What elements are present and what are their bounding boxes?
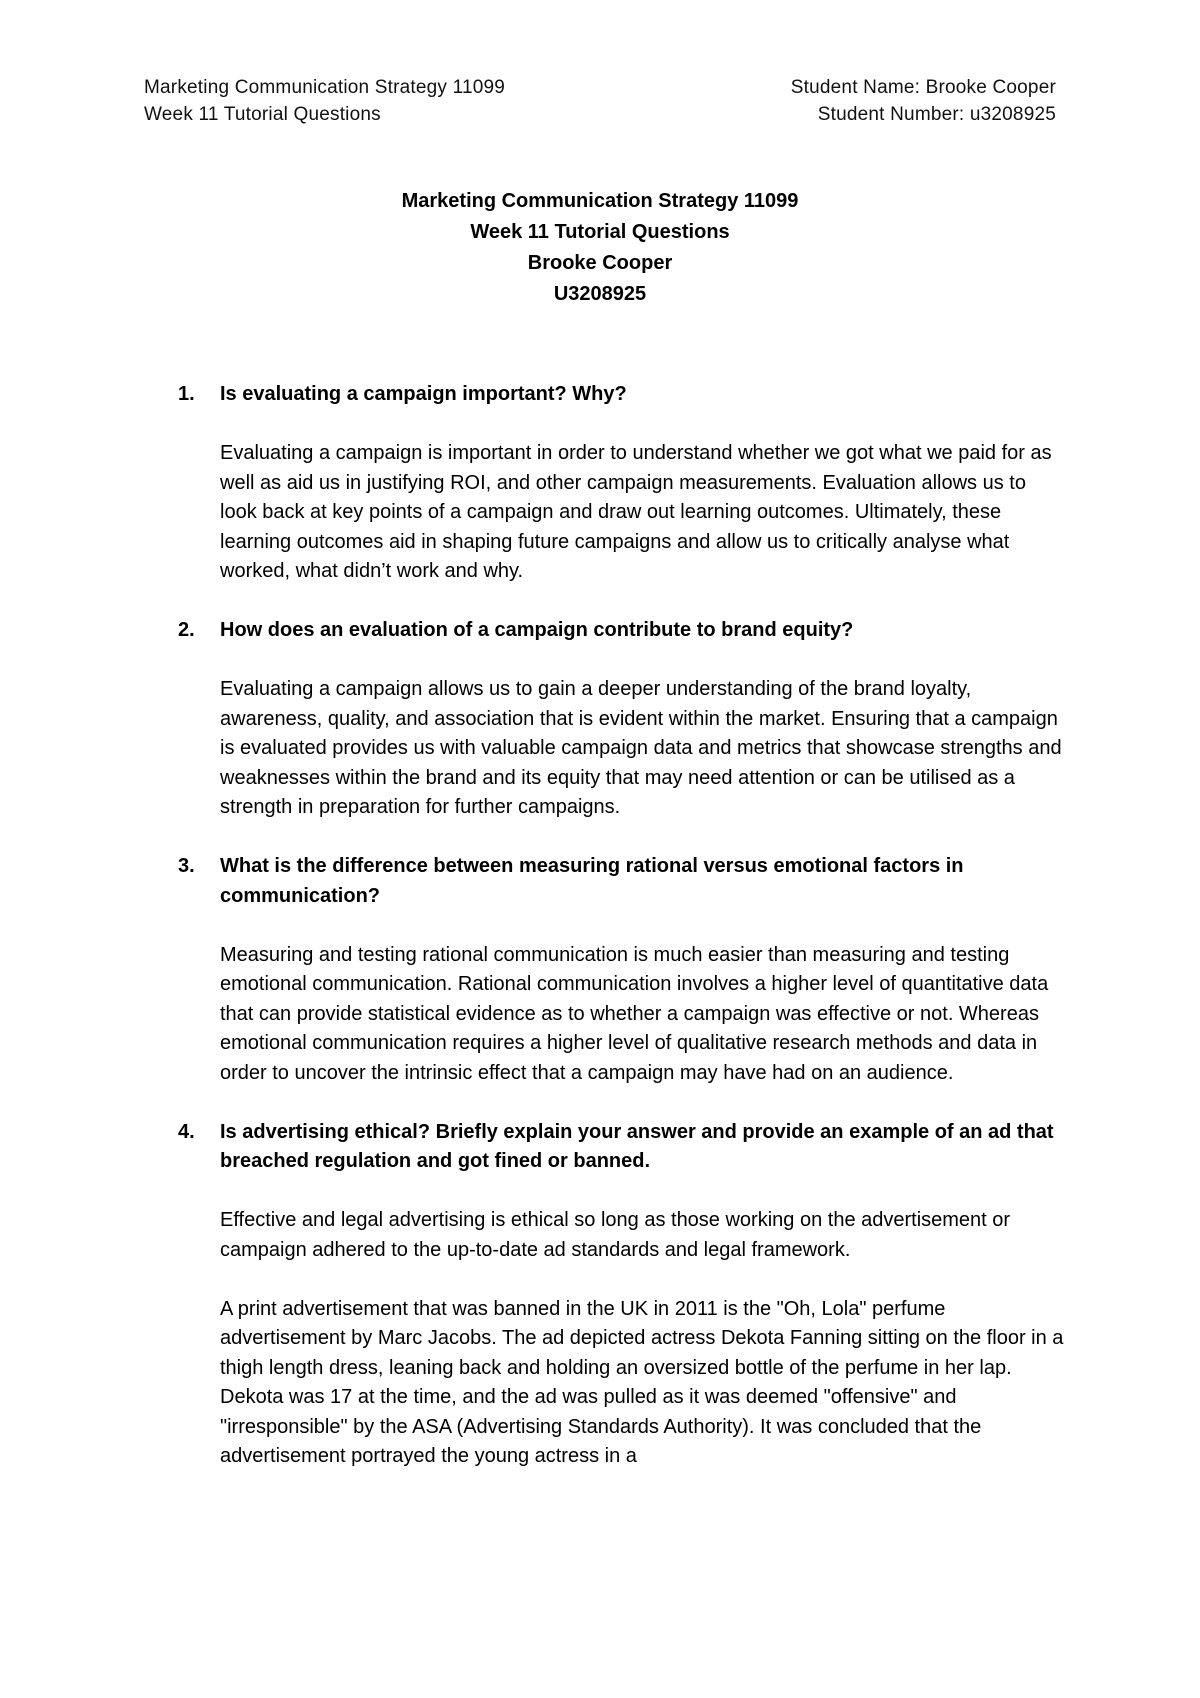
header-student-number: Student Number: u3208925 (817, 104, 1056, 125)
header-course: Marketing Communication Strategy 11099 (144, 77, 506, 98)
title-block (0, 186, 1200, 310)
title-name: Brooke Cooper (527, 252, 673, 274)
title-week: Week 11 Tutorial Questions (470, 221, 730, 243)
question-text: Is advertising ethical? Briefly explain your answer and provide an example of an ad that breached regulation and got fined or banned. (220, 1120, 1054, 1172)
answer-paragraph: Measuring and testing rational communication is much easier than measuring and testing emotional communication. Rational communication involves a higher level of quantitative data that can provide statistical evidence as to whether a campaign was effective or not. Whereas emotional communication requires a higher level of qualitative research methods and data in order to uncover the intrinsic effect that a campaign may have had on an audience. (220, 943, 1049, 1084)
question-item (178, 852, 1068, 1088)
header-week: Week 11 Tutorial Questions (144, 104, 381, 125)
answer-paragraph: Evaluating a campaign is important in order to understand whether we got what we paid for as well as aid us in justifying ROI, and other campaign measurements. Evaluation allows us to look back at key points of a campaign and draw out learning outcomes. Ultimately, these learning outcomes aid in shaping future campaigns and allow us to critically analyse what worked, what didn’t work and why. (220, 442, 1052, 582)
title-id: U3208925 (553, 283, 647, 305)
question-text: How does an evaluation of a campaign contribute to brand equity? (220, 619, 854, 641)
header-left (144, 74, 505, 128)
question-text: What is the difference between measuring rational versus emotional factors in communication? (220, 855, 964, 907)
question-number: 4. (178, 1120, 195, 1143)
question-number: 3. (178, 855, 195, 877)
question-text: Is evaluating a campaign important? Why? (220, 383, 627, 405)
question-item (178, 616, 1068, 823)
header-right (791, 74, 1056, 128)
answer-paragraph: A print advertisement that was banned in the UK in 2011 is the "Oh, Lola" perfume advertisement by Marc Jacobs. The ad depicted actress Dekota Fanning sitting on the floor in a thigh length dress, leaning back and holding an oversized bottle of the perfume in her lap. Dekota was 17 at the time, and the ad was pulled as it was deemed "offensive" and "irresponsible" by the ASA (Advertising Standards Authority). It was concluded that the advertisement portrayed the young actress in a (220, 1297, 1064, 1467)
header-student-name: Student Name: Brooke Cooper (790, 77, 1056, 98)
answer-paragraph: Effective and legal advertising is ethical so long as those working on the advertisement or campaign adhered to the up-to-date ad standards and legal framework. (220, 1209, 1011, 1261)
title-course: Marketing Communication Strategy 11099 (401, 190, 799, 212)
question-number: 1. (178, 383, 195, 405)
answer-paragraph: Evaluating a campaign allows us to gain a deeper understanding of the brand loyalty, awareness, quality, and association that is evident within the market. Ensuring that a campaign is evaluated provides us with valuable campaign data and metrics that showcase strengths and weaknesses within the brand and its equity that may need attention or can be utilised as a strength in preparation for further campaigns. (220, 678, 1062, 818)
question-list (178, 380, 1068, 1501)
question-item (178, 380, 1068, 587)
question-item (178, 1118, 1068, 1472)
question-number: 2. (178, 619, 195, 641)
